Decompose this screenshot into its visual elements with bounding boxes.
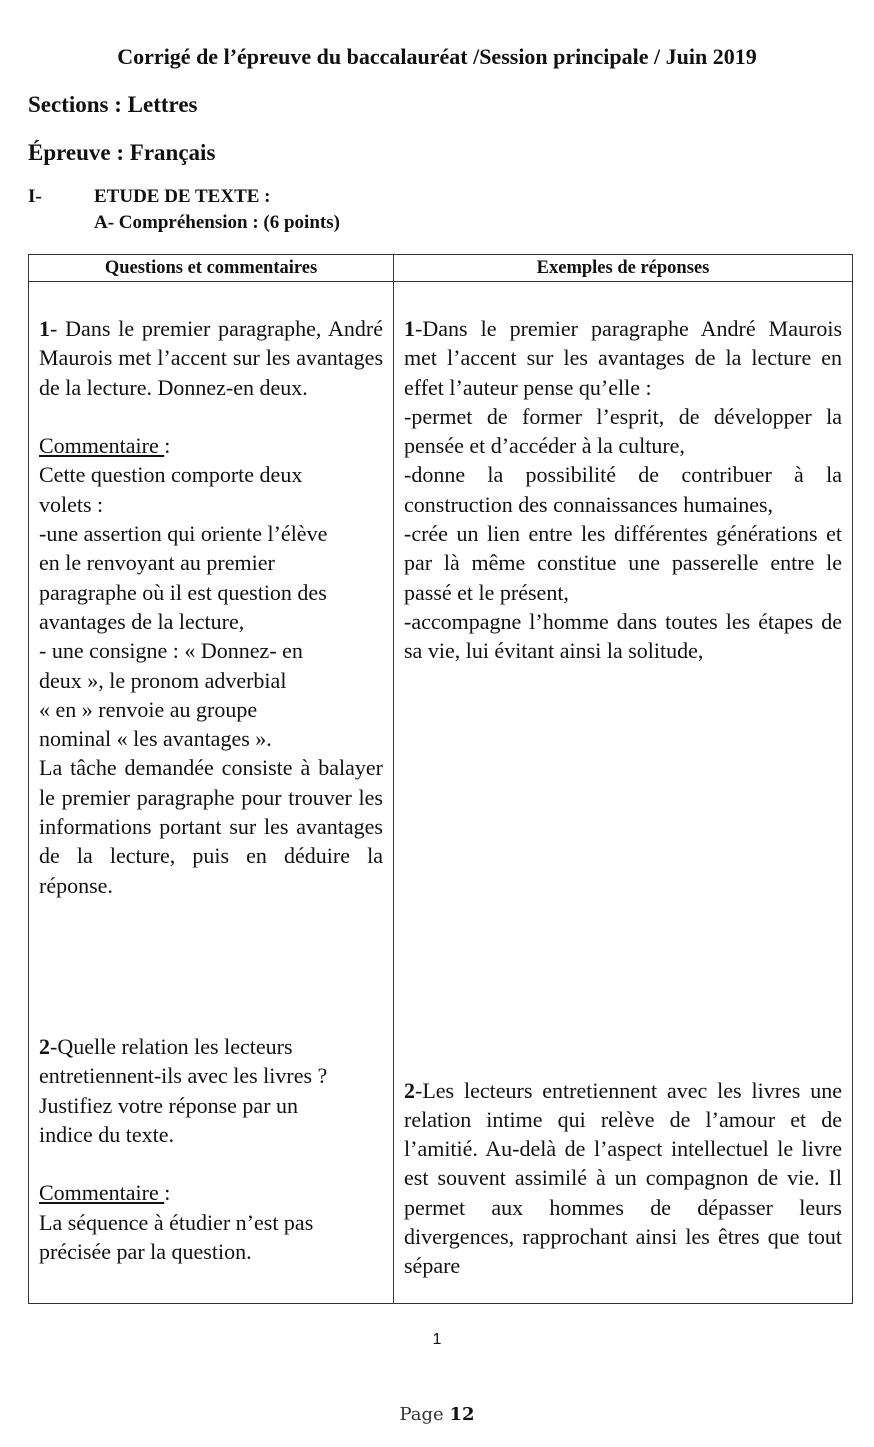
answer-item: -accompagne l’homme dans toutes les étapes de sa vie, lui évitant ainsi la solitude, — [404, 608, 842, 664]
answer-item: -permet de former l’esprit, de développer la pensée et d’accéder à la culture, — [404, 403, 842, 459]
answer-number: 2 — [404, 1077, 415, 1103]
section-label: Sections : Lettres — [28, 92, 198, 117]
comment-label: Commentaire — [39, 433, 165, 459]
part-title: ETUDE DE TEXTE : — [94, 186, 271, 207]
answer-1 — [404, 314, 842, 666]
answer-text: -Dans le premier paragraphe André Maurois met l’accent sur les avantages de la lecture en effet l’auteur pense qu’elle : — [404, 316, 842, 400]
comment-colon: : — [164, 433, 171, 459]
question-line — [39, 1032, 383, 1061]
question-text: -Quelle relation les lecteurs — [50, 1033, 293, 1059]
document-title: Corrigé de l’épreuve du baccalauréat /Session principale / Juin 2019 — [117, 44, 757, 69]
comment-heading — [39, 1178, 383, 1207]
comment-line: -une assertion qui oriente l’élève — [39, 521, 328, 547]
epreuve-label: Épreuve : Français — [28, 140, 216, 165]
comment-line: deux », le pronom adverbial — [39, 667, 287, 693]
page-indicator — [0, 1404, 874, 1425]
table-header-row — [29, 255, 853, 282]
question-number: 2 — [39, 1033, 50, 1059]
part-number: I- — [28, 186, 42, 207]
comment-line: - une consigne : « Donnez- en — [39, 638, 303, 664]
column-header-questions: Questions et commentaires — [29, 255, 394, 282]
comment-line: La séquence à étudier n’est pas — [39, 1209, 314, 1235]
question-line: entretiennent-ils avec les livres ? — [39, 1063, 328, 1089]
answer-item: -donne la possibilité de contribuer à la construction des connaissances humaines, — [404, 462, 842, 517]
comment-line: paragraphe où il est question des — [39, 579, 327, 605]
comment-line: « en » renvoie au groupe — [39, 696, 258, 722]
questions-cell — [29, 282, 394, 1304]
answers-cell — [394, 282, 853, 1304]
correction-table — [28, 254, 853, 1304]
comment-task: La tâche demandée consiste à balayer le premier paragraphe pour trouver les informations portant sur les avantages de la lecture, puis en déduire la réponse. — [39, 755, 383, 898]
comment-line: volets : — [39, 491, 104, 517]
page-label: Page — [399, 1404, 450, 1425]
footer-number: 1 — [432, 1331, 442, 1348]
question-line: Justifiez votre réponse par un — [39, 1092, 299, 1118]
comment-line: en le renvoyant au premier — [39, 550, 275, 576]
comment-colon: : — [164, 1180, 171, 1206]
question-2 — [39, 1032, 383, 1266]
table-row — [29, 282, 853, 1304]
question-number: 1 — [39, 316, 50, 341]
comment-label: Commentaire — [39, 1180, 165, 1206]
column-header-answers: Exemples de réponses — [394, 255, 853, 282]
question-line: indice du texte. — [39, 1121, 175, 1147]
comment-line: nominal « les avantages ». — [39, 726, 272, 752]
question-1 — [39, 314, 383, 402]
comment-line: Cette question comporte deux — [39, 462, 303, 488]
page-number: 12 — [449, 1404, 475, 1425]
answer-intro — [404, 314, 842, 402]
answer-text: -Les lecteurs entretiennent avec les livres une relation intime qui relève de l’amour et de l’amitié. Au-delà de l’aspect intellectuel le livre est souvent assimilé à un compagnon de vie. Il permet aux hommes de dépasser leurs divergences, rapprochant ainsi les êtres que tout sépare — [404, 1077, 842, 1279]
comment-heading — [39, 431, 383, 460]
answer-item: -crée un lien entre les différentes générations et par là même constitue une passerelle entre le passé et le présent, — [404, 521, 842, 605]
comment-line: avantages de la lecture, — [39, 608, 245, 634]
part-subtitle: A- Compréhension : (6 points) — [94, 212, 340, 233]
comment-line: précisée par la question. — [39, 1239, 252, 1265]
answer-2 — [404, 1076, 842, 1281]
answer-number: 1 — [404, 316, 415, 341]
question-text: - Dans le premier paragraphe, André Maurois met l’accent sur les avantages de la lecture. Donnez-en deux. — [39, 316, 383, 400]
